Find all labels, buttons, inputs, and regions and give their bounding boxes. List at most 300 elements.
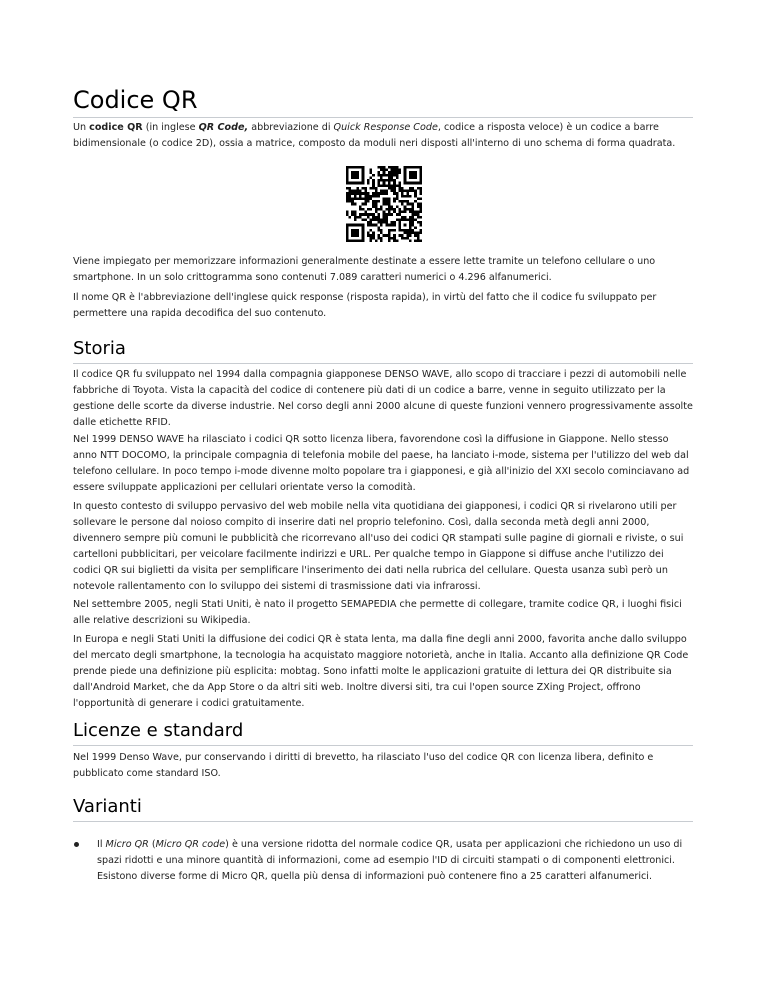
qr-module: [393, 182, 396, 185]
qr-module: [385, 203, 388, 206]
qr-module: [404, 218, 407, 221]
qr-module: [391, 208, 394, 211]
qr-module: [354, 211, 357, 214]
qr-module: [419, 166, 422, 169]
qr-module: [398, 224, 401, 227]
qr-module: [362, 182, 365, 185]
qr-module: [346, 234, 349, 237]
qr-module: [404, 208, 407, 211]
qr-module: [393, 184, 396, 187]
qr-module: [359, 197, 362, 200]
qr-module: [401, 187, 404, 190]
qr-module: [377, 226, 380, 229]
qr-module: [409, 218, 412, 221]
qr-module: [351, 200, 354, 203]
qr-module: [380, 179, 383, 182]
qr-module: [359, 166, 362, 169]
qr-module: [398, 171, 401, 174]
qr-module: [388, 171, 391, 174]
qr-module: [370, 218, 373, 221]
qr-module: [396, 171, 399, 174]
qr-module: [412, 211, 415, 214]
qr-module: [380, 218, 383, 221]
qr-module: [351, 176, 354, 179]
qr-module: [354, 171, 357, 174]
qr-module: [370, 195, 373, 198]
qr-module: [398, 190, 401, 193]
qr-module: [354, 182, 357, 185]
qr-module: [393, 190, 396, 193]
paragraph-name-origin: Il nome QR è l'abbreviazione dell'inglese quick response (risposta rapida), in virtù del fatto che il codice fu sviluppato per permettere una rapida decodifica del suo contenuto.: [73, 292, 657, 319]
qr-module: [356, 187, 359, 190]
qr-module: [372, 216, 375, 219]
qr-module: [367, 200, 370, 203]
qr-module: [409, 190, 412, 193]
qr-module: [396, 213, 399, 216]
qr-module: [393, 171, 396, 174]
qr-module: [409, 171, 412, 174]
qr-module: [417, 197, 420, 200]
qr-module: [385, 169, 388, 172]
qr-module: [398, 213, 401, 216]
qr-module: [349, 197, 352, 200]
qr-module: [354, 216, 357, 219]
qr-module: [349, 182, 352, 185]
qr-module: [349, 190, 352, 193]
qr-module: [414, 182, 417, 185]
qr-module: [412, 216, 415, 219]
qr-module: [398, 187, 401, 190]
qr-module: [404, 169, 407, 172]
qr-module: [404, 195, 407, 198]
variant-text-2: (: [148, 839, 156, 850]
qr-module: [362, 237, 365, 240]
qr-module: [414, 176, 417, 179]
qr-module: [406, 203, 409, 206]
qr-module: [377, 234, 380, 237]
qr-module: [398, 169, 401, 172]
qr-module: [346, 171, 349, 174]
qr-module: [356, 197, 359, 200]
qr-module: [388, 234, 391, 237]
qr-module: [354, 174, 357, 177]
qr-module: [349, 187, 352, 190]
qr-module: [354, 224, 357, 227]
qr-module: [375, 239, 378, 242]
intro-bold-term: codice QR: [89, 122, 143, 133]
qr-module: [362, 166, 365, 169]
qr-module: [356, 234, 359, 237]
qr-module: [354, 166, 357, 169]
qr-module: [356, 171, 359, 174]
storia-paragraph-1: Il codice QR fu sviluppato nel 1994 dalla compagnia giapponese DENSO WAVE, allo scopo di tracciare i pezzi di automobili nelle fabbriche di Toyota. Vista la capacità del codice di contenere più dati di un codice a barre, venne in seguito utilizzato per la gestione delle scorte da diverse industrie. Nel corso degli anni 2000 alcune di queste funzioni vennero progressivamente assolte dalle etichette RFID.: [73, 369, 693, 428]
qr-module: [372, 237, 375, 240]
qr-module: [409, 226, 412, 229]
qr-module: [398, 182, 401, 185]
qr-module: [398, 229, 401, 232]
qr-module: [349, 195, 352, 198]
qr-module: [412, 203, 415, 206]
qr-module: [391, 179, 394, 182]
intro-text-2: (in inglese: [142, 122, 199, 133]
bullet-icon: [74, 842, 79, 847]
qr-module: [401, 218, 404, 221]
qr-module: [372, 174, 375, 177]
qr-module: [393, 187, 396, 190]
qr-module: [367, 197, 370, 200]
qr-module: [419, 205, 422, 208]
qr-module: [414, 171, 417, 174]
qr-module: [364, 203, 367, 206]
qr-module: [388, 239, 391, 242]
qr-module: [396, 239, 399, 242]
qr-module: [362, 226, 365, 229]
qr-module: [364, 213, 367, 216]
qr-module: [383, 203, 386, 206]
qr-module: [419, 232, 422, 235]
qr-module: [364, 195, 367, 198]
qr-module: [380, 208, 383, 211]
qr-module: [375, 192, 378, 195]
qr-module: [349, 216, 352, 219]
qr-module: [409, 182, 412, 185]
qr-module: [383, 179, 386, 182]
qr-module: [398, 218, 401, 221]
variant-italic-2: Micro QR code: [155, 839, 226, 850]
qr-module: [370, 221, 373, 224]
qr-module: [414, 218, 417, 221]
qr-module: [383, 190, 386, 193]
qr-module: [346, 176, 349, 179]
qr-module: [351, 203, 354, 206]
qr-module: [346, 239, 349, 242]
qr-module: [346, 213, 349, 216]
qr-module: [375, 190, 378, 193]
qr-module: [362, 176, 365, 179]
qr-module: [383, 166, 386, 169]
qr-module: [372, 232, 375, 235]
qr-module: [367, 221, 370, 224]
qr-module: [396, 195, 399, 198]
qr-module: [404, 182, 407, 185]
qr-module: [404, 205, 407, 208]
qr-module: [419, 197, 422, 200]
qr-module: [417, 232, 420, 235]
qr-module: [388, 203, 391, 206]
qr-module: [359, 213, 362, 216]
qr-module: [380, 205, 383, 208]
qr-module: [370, 171, 373, 174]
qr-module: [396, 218, 399, 221]
qr-module: [377, 182, 380, 185]
qr-module: [380, 192, 383, 195]
qr-module: [364, 187, 367, 190]
qr-module: [370, 197, 373, 200]
qr-module: [388, 197, 391, 200]
qr-module: [356, 182, 359, 185]
qr-module: [370, 234, 373, 237]
qr-module: [409, 195, 412, 198]
qr-module: [356, 224, 359, 227]
qr-module: [412, 221, 415, 224]
qr-module: [354, 239, 357, 242]
qr-module: [414, 174, 417, 177]
qr-module: [372, 203, 375, 206]
qr-module: [377, 200, 380, 203]
qr-module: [391, 221, 394, 224]
qr-module: [419, 208, 422, 211]
variant-text-1: Il: [97, 839, 106, 850]
qr-module: [370, 187, 373, 190]
qr-module: [412, 166, 415, 169]
qr-module: [351, 182, 354, 185]
qr-module: [351, 190, 354, 193]
qr-module: [404, 166, 407, 169]
qr-module: [380, 232, 383, 235]
qr-module: [377, 192, 380, 195]
qr-module: [364, 197, 367, 200]
qr-module: [383, 174, 386, 177]
qr-module: [370, 229, 373, 232]
qr-module: [409, 239, 412, 242]
qr-module: [362, 203, 365, 206]
qr-module: [383, 221, 386, 224]
qr-module: [401, 203, 404, 206]
qr-module: [385, 208, 388, 211]
qr-code-image: [346, 166, 422, 242]
qr-module: [346, 166, 349, 169]
qr-module: [370, 169, 373, 172]
qr-module: [385, 200, 388, 203]
qr-module: [401, 234, 404, 237]
qr-module: [404, 200, 407, 203]
qr-module: [388, 179, 391, 182]
qr-module: [388, 224, 391, 227]
qr-module: [414, 190, 417, 193]
qr-module: [375, 200, 378, 203]
qr-module: [346, 237, 349, 240]
qr-module: [364, 200, 367, 203]
qr-module: [404, 232, 407, 235]
qr-module: [419, 203, 422, 206]
qr-module: [377, 195, 380, 198]
qr-module: [414, 232, 417, 235]
qr-module: [412, 208, 415, 211]
qr-module: [409, 187, 412, 190]
qr-module: [398, 200, 401, 203]
qr-module: [401, 237, 404, 240]
qr-module: [412, 224, 415, 227]
qr-module: [409, 221, 412, 224]
qr-module: [354, 232, 357, 235]
qr-module: [391, 174, 394, 177]
qr-module: [419, 192, 422, 195]
qr-module: [346, 169, 349, 172]
list-item: [73, 837, 693, 885]
qr-module: [419, 190, 422, 193]
qr-module: [377, 174, 380, 177]
qr-module: [406, 192, 409, 195]
qr-module: [385, 184, 388, 187]
qr-module: [388, 200, 391, 203]
qr-module: [383, 192, 386, 195]
qr-module: [375, 224, 378, 227]
qr-module: [406, 200, 409, 203]
qr-module: [398, 221, 401, 224]
qr-module: [364, 192, 367, 195]
qr-module: [401, 200, 404, 203]
qr-module: [346, 232, 349, 235]
qr-module: [351, 192, 354, 195]
qr-module: [367, 208, 370, 211]
qr-module: [406, 166, 409, 169]
qr-module: [372, 184, 375, 187]
qr-module: [409, 208, 412, 211]
section-heading-storia: Storia: [73, 338, 693, 364]
qr-module: [349, 239, 352, 242]
qr-module: [393, 166, 396, 169]
qr-module: [351, 224, 354, 227]
storia-paragraph-4: Nel settembre 2005, negli Stati Uniti, è nato il progetto SEMAPEDIA che permette di collegare, tramite codice QR, i luoghi fisici alle relative descrizioni su Wikipedia.: [73, 599, 682, 626]
varianti-list: [73, 837, 693, 885]
qr-module: [372, 224, 375, 227]
qr-module: [383, 234, 386, 237]
qr-module: [388, 208, 391, 211]
qr-module: [419, 229, 422, 232]
qr-module: [370, 176, 373, 179]
qr-module: [414, 234, 417, 237]
qr-module: [370, 224, 373, 227]
variant-italic-1: Micro QR: [105, 839, 149, 850]
qr-module: [393, 234, 396, 237]
qr-module: [354, 195, 357, 198]
variant-text-3: ) è una versione ridotta del normale codice QR, usata per applicazioni che richiedono un uso di spazi ridotti e una minore quantità di informazioni, come ad esempio l'ID di circuiti stampati o di componenti elettronici. Esistono diverse forme di Micro QR, quella più densa di informazioni può contenere fino a 25 caratteri alfanumerici.: [97, 839, 683, 882]
qr-module: [359, 224, 362, 227]
qr-module: [417, 203, 420, 206]
qr-module: [377, 213, 380, 216]
qr-module: [419, 171, 422, 174]
qr-module: [354, 218, 357, 221]
qr-module: [385, 234, 388, 237]
qr-module: [393, 221, 396, 224]
qr-module: [370, 213, 373, 216]
qr-module: [362, 174, 365, 177]
qr-module: [419, 216, 422, 219]
qr-module: [367, 216, 370, 219]
qr-module: [372, 187, 375, 190]
qr-module: [346, 179, 349, 182]
intro-text-1: Un: [73, 122, 90, 133]
section-heading-varianti: Varianti: [73, 796, 693, 822]
qr-module: [346, 229, 349, 232]
qr-module: [419, 179, 422, 182]
qr-module: [359, 192, 362, 195]
qr-module: [404, 237, 407, 240]
qr-module: [393, 224, 396, 227]
qr-module: [401, 192, 404, 195]
qr-module: [419, 174, 422, 177]
qr-module: [414, 200, 417, 203]
qr-module: [401, 195, 404, 198]
qr-module: [393, 211, 396, 214]
qr-module: [362, 229, 365, 232]
qr-module: [406, 182, 409, 185]
qr-module: [380, 224, 383, 227]
qr-module: [367, 232, 370, 235]
qr-module: [385, 174, 388, 177]
qr-module: [375, 205, 378, 208]
qr-module: [388, 237, 391, 240]
qr-module: [362, 213, 365, 216]
qr-module: [391, 184, 394, 187]
qr-module: [349, 192, 352, 195]
qr-module: [412, 190, 415, 193]
qr-module: [388, 182, 391, 185]
qr-module: [404, 229, 407, 232]
qr-code-graphic: [346, 166, 422, 242]
qr-module: [370, 239, 373, 242]
qr-module: [359, 182, 362, 185]
qr-module: [409, 203, 412, 206]
qr-module: [377, 221, 380, 224]
qr-module: [414, 192, 417, 195]
qr-module: [377, 218, 380, 221]
qr-module: [393, 200, 396, 203]
qr-module: [412, 174, 415, 177]
qr-module: [380, 239, 383, 242]
qr-module: [362, 234, 365, 237]
qr-module: [356, 166, 359, 169]
qr-module: [364, 190, 367, 193]
qr-module: [372, 234, 375, 237]
qr-module: [391, 237, 394, 240]
qr-module: [362, 187, 365, 190]
qr-module: [417, 237, 420, 240]
qr-module: [401, 190, 404, 193]
qr-module: [419, 176, 422, 179]
qr-module: [377, 229, 380, 232]
qr-module: [362, 208, 365, 211]
qr-module: [375, 203, 378, 206]
qr-module: [404, 224, 407, 227]
qr-module: [417, 187, 420, 190]
qr-module: [398, 234, 401, 237]
qr-module: [412, 182, 415, 185]
qr-module: [414, 211, 417, 214]
qr-module: [372, 179, 375, 182]
qr-module: [375, 187, 378, 190]
qr-module: [356, 174, 359, 177]
qr-module: [359, 190, 362, 193]
qr-module: [375, 195, 378, 198]
qr-module: [388, 205, 391, 208]
qr-module: [409, 216, 412, 219]
qr-module: [385, 216, 388, 219]
qr-module: [391, 169, 394, 172]
qr-module: [383, 216, 386, 219]
qr-module: [370, 208, 373, 211]
qr-module: [406, 208, 409, 211]
qr-module: [406, 229, 409, 232]
qr-module: [404, 216, 407, 219]
qr-module: [354, 203, 357, 206]
qr-module: [401, 211, 404, 214]
qr-module: [419, 182, 422, 185]
qr-module: [414, 226, 417, 229]
qr-module: [364, 211, 367, 214]
qr-module: [396, 197, 399, 200]
qr-module: [375, 208, 378, 211]
